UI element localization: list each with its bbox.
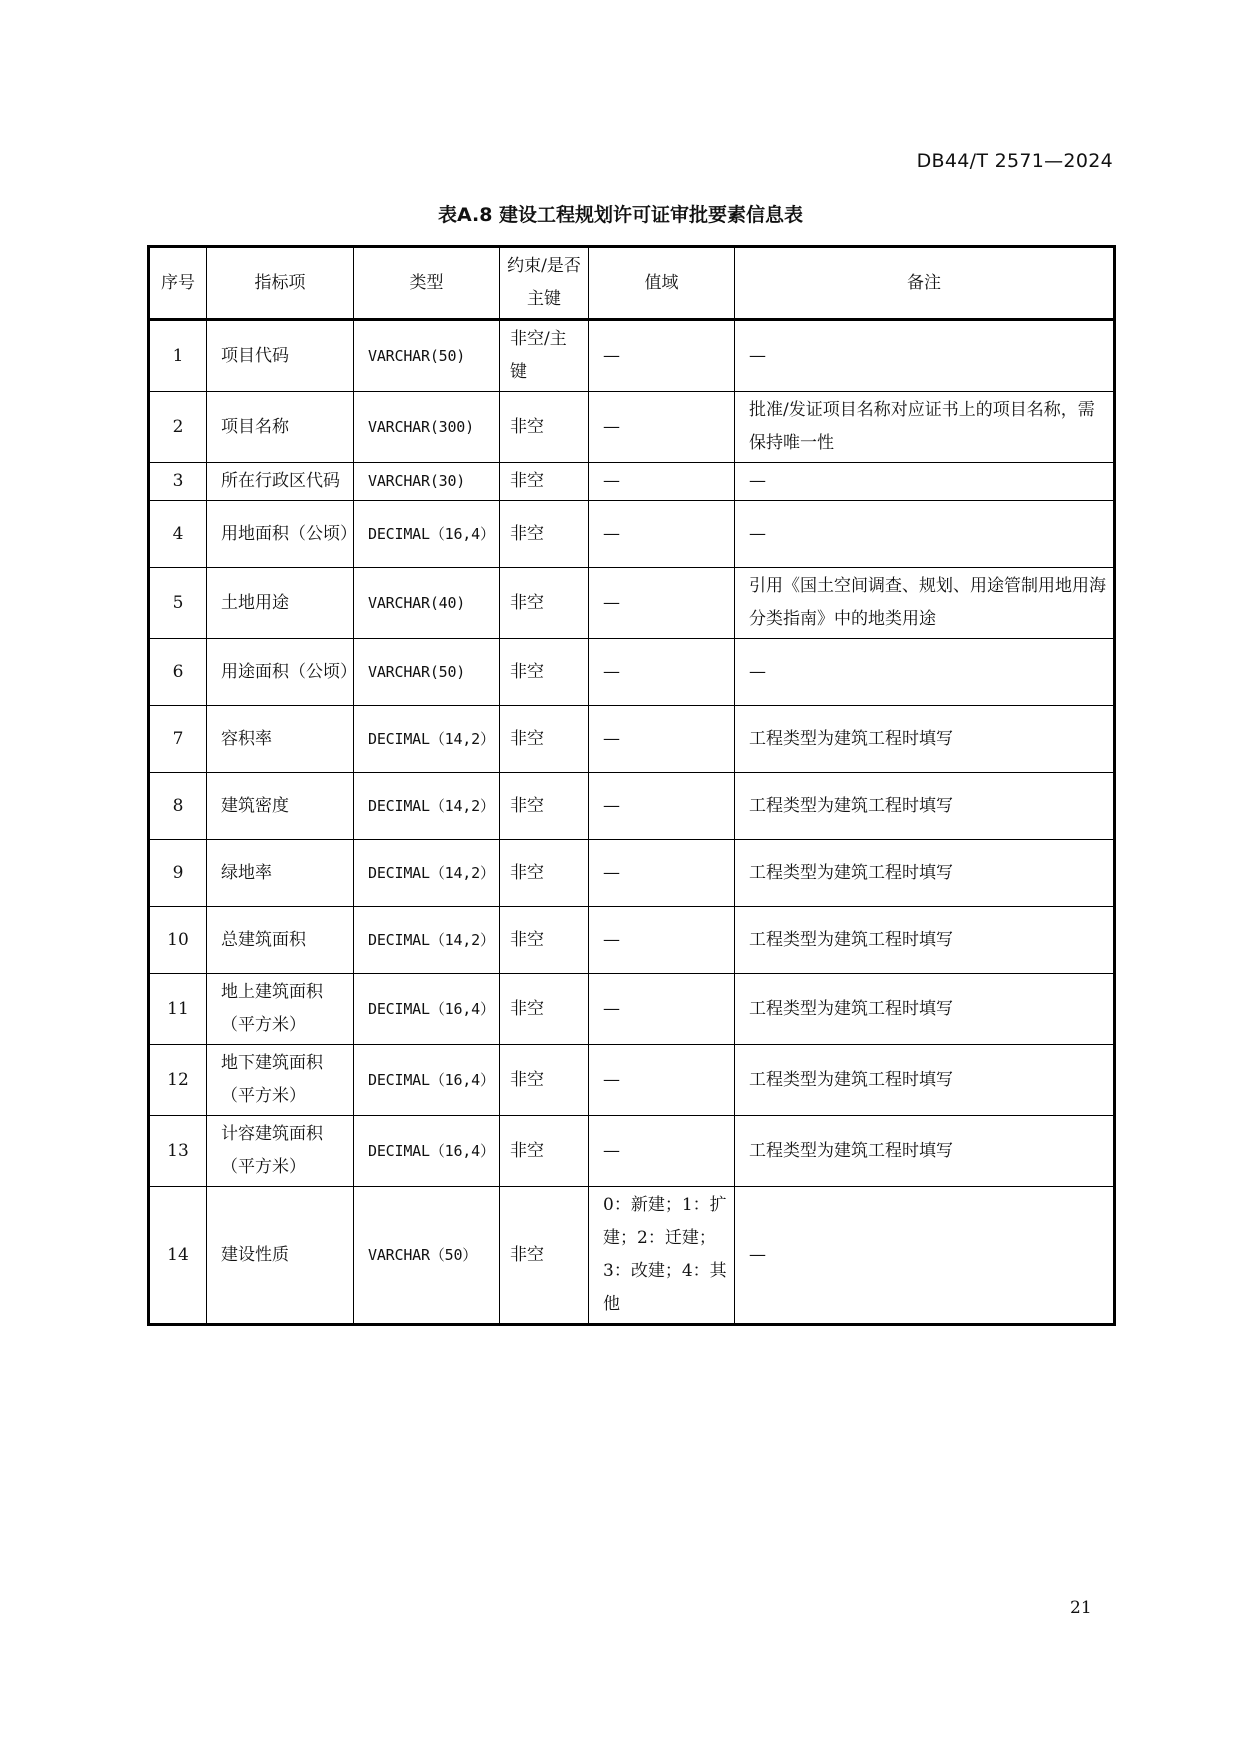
table-row xyxy=(149,907,1115,974)
cell-domain: — xyxy=(589,1045,735,1116)
cell-type: DECIMAL（14,2） xyxy=(354,706,500,773)
table-row xyxy=(149,1116,1115,1187)
table-row xyxy=(149,501,1115,568)
cell-remark: 工程类型为建筑工程时填写 xyxy=(735,706,1115,773)
cell-domain: — xyxy=(589,501,735,568)
cell-constraint: 非空 xyxy=(500,568,589,639)
cell-domain: — xyxy=(589,639,735,706)
cell-constraint: 非空 xyxy=(500,907,589,974)
cell-name: 容积率 xyxy=(207,706,354,773)
cell-no: 3 xyxy=(149,463,207,501)
cell-constraint: 非空 xyxy=(500,501,589,568)
cell-no: 5 xyxy=(149,568,207,639)
document-code: DB44/T 2571—2024 xyxy=(916,150,1113,172)
cell-name: 建设性质 xyxy=(207,1187,354,1325)
cell-domain: — xyxy=(589,974,735,1045)
cell-domain: — xyxy=(589,568,735,639)
table-row xyxy=(149,974,1115,1045)
cell-no: 7 xyxy=(149,706,207,773)
cell-name: 用途面积（公顷） xyxy=(207,639,354,706)
cell-no: 1 xyxy=(149,320,207,392)
cell-domain: 0：新建；1：扩建；2：迁建；3：改建；4：其他 xyxy=(589,1187,735,1325)
cell-remark: 工程类型为建筑工程时填写 xyxy=(735,1045,1115,1116)
cell-constraint: 非空 xyxy=(500,639,589,706)
cell-constraint: 非空 xyxy=(500,1045,589,1116)
cell-no: 2 xyxy=(149,392,207,463)
cell-type: DECIMAL（16,4） xyxy=(354,1045,500,1116)
cell-type: DECIMAL（14,2） xyxy=(354,907,500,974)
cell-no: 12 xyxy=(149,1045,207,1116)
table-body xyxy=(149,320,1115,1325)
cell-type: VARCHAR(300) xyxy=(354,392,500,463)
cell-type: DECIMAL（14,2） xyxy=(354,773,500,840)
cell-constraint: 非空 xyxy=(500,773,589,840)
cell-constraint: 非空 xyxy=(500,392,589,463)
cell-constraint: 非空/主键 xyxy=(500,320,589,392)
cell-remark: 工程类型为建筑工程时填写 xyxy=(735,773,1115,840)
cell-name: 绿地率 xyxy=(207,840,354,907)
cell-type: DECIMAL（16,4） xyxy=(354,1116,500,1187)
cell-domain: — xyxy=(589,706,735,773)
col-header-name: 指标项 xyxy=(207,247,354,320)
table-header xyxy=(149,247,1115,320)
table-row xyxy=(149,320,1115,392)
cell-name: 土地用途 xyxy=(207,568,354,639)
cell-remark: 引用《国土空间调查、规划、用途管制用地用海分类指南》中的地类用途 xyxy=(735,568,1115,639)
table-row xyxy=(149,568,1115,639)
cell-no: 10 xyxy=(149,907,207,974)
page-number: 21 xyxy=(1070,1598,1092,1618)
cell-remark: — xyxy=(735,501,1115,568)
cell-type: VARCHAR(30) xyxy=(354,463,500,501)
table-row xyxy=(149,639,1115,706)
cell-name: 所在行政区代码 xyxy=(207,463,354,501)
cell-no: 4 xyxy=(149,501,207,568)
col-header-remark: 备注 xyxy=(735,247,1115,320)
col-header-domain: 值域 xyxy=(589,247,735,320)
cell-domain: — xyxy=(589,320,735,392)
cell-no: 9 xyxy=(149,840,207,907)
cell-remark: — xyxy=(735,639,1115,706)
col-header-type: 类型 xyxy=(354,247,500,320)
cell-constraint: 非空 xyxy=(500,463,589,501)
cell-name: 用地面积（公顷） xyxy=(207,501,354,568)
table-row xyxy=(149,1045,1115,1116)
table-row xyxy=(149,463,1115,501)
cell-type: VARCHAR（50） xyxy=(354,1187,500,1325)
cell-remark: 批准/发证项目名称对应证书上的项目名称，需保持唯一性 xyxy=(735,392,1115,463)
cell-remark: — xyxy=(735,1187,1115,1325)
cell-domain: — xyxy=(589,773,735,840)
col-header-no: 序号 xyxy=(149,247,207,320)
cell-type: DECIMAL（16,4） xyxy=(354,974,500,1045)
cell-domain: — xyxy=(589,840,735,907)
cell-constraint: 非空 xyxy=(500,706,589,773)
cell-remark: — xyxy=(735,463,1115,501)
cell-no: 6 xyxy=(149,639,207,706)
cell-name: 项目代码 xyxy=(207,320,354,392)
cell-domain: — xyxy=(589,1116,735,1187)
cell-name: 建筑密度 xyxy=(207,773,354,840)
cell-remark: — xyxy=(735,320,1115,392)
cell-constraint: 非空 xyxy=(500,1116,589,1187)
cell-no: 14 xyxy=(149,1187,207,1325)
cell-constraint: 非空 xyxy=(500,840,589,907)
cell-remark: 工程类型为建筑工程时填写 xyxy=(735,1116,1115,1187)
table-row xyxy=(149,392,1115,463)
cell-name: 地下建筑面积（平方米） xyxy=(207,1045,354,1116)
cell-remark: 工程类型为建筑工程时填写 xyxy=(735,840,1115,907)
table-title: 表A.8 建设工程规划许可证审批要素信息表 xyxy=(437,204,804,226)
cell-type: VARCHAR(50) xyxy=(354,639,500,706)
cell-domain: — xyxy=(589,392,735,463)
table-row xyxy=(149,706,1115,773)
cell-type: DECIMAL（14,2） xyxy=(354,840,500,907)
cell-name: 地上建筑面积（平方米） xyxy=(207,974,354,1045)
table-row xyxy=(149,840,1115,907)
cell-domain: — xyxy=(589,463,735,501)
cell-constraint: 非空 xyxy=(500,974,589,1045)
table-row xyxy=(149,773,1115,840)
cell-constraint: 非空 xyxy=(500,1187,589,1325)
cell-remark: 工程类型为建筑工程时填写 xyxy=(735,974,1115,1045)
cell-remark: 工程类型为建筑工程时填写 xyxy=(735,907,1115,974)
cell-name: 总建筑面积 xyxy=(207,907,354,974)
cell-type: VARCHAR(40) xyxy=(354,568,500,639)
cell-name: 项目名称 xyxy=(207,392,354,463)
cell-name: 计容建筑面积（平方米） xyxy=(207,1116,354,1187)
cell-domain: — xyxy=(589,907,735,974)
col-header-constraint: 约束/是否主键 xyxy=(500,247,589,320)
cell-no: 13 xyxy=(149,1116,207,1187)
cell-no: 11 xyxy=(149,974,207,1045)
table-row xyxy=(149,1187,1115,1325)
cell-type: VARCHAR(50) xyxy=(354,320,500,392)
cell-no: 8 xyxy=(149,773,207,840)
requirements-table xyxy=(147,245,1116,1326)
cell-type: DECIMAL（16,4） xyxy=(354,501,500,568)
